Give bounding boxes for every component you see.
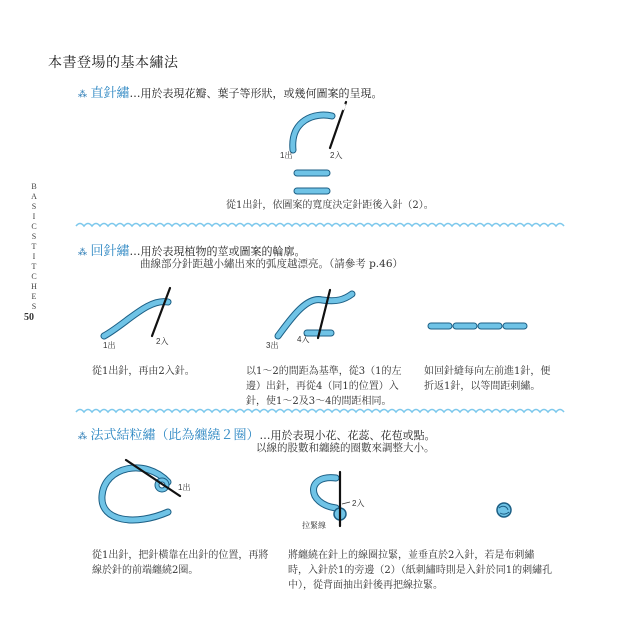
- label-out-3: 3出: [266, 341, 279, 350]
- side-letter: I: [32, 252, 36, 261]
- label-in-2: 2入: [330, 151, 343, 160]
- french-knot-result: [494, 500, 514, 520]
- french-knot-diagram-1: [96, 452, 226, 542]
- stitch-bar: [294, 170, 330, 176]
- back-stitch-caption-3: 如回針縫每向左前進1針，便折返1針，以等間距刺繡。: [424, 366, 551, 392]
- side-letter: A: [31, 192, 37, 201]
- label-in-2: 2入: [352, 499, 365, 508]
- label-out-1: 1出: [103, 341, 116, 350]
- section-name: 直針繡: [90, 86, 130, 101]
- side-letter: E: [31, 292, 37, 301]
- french-knot-caption-1: 從1出針，把針橫靠在出針的位置，再將線於針的前端纏繞2圈。: [92, 550, 269, 576]
- page-title: 本書登場的基本繡法: [48, 55, 179, 71]
- thread-outline: [293, 115, 332, 150]
- section-desc-2: 曲線部分針距越小繡出來的弧度越漂亮。（請參考 p.46）: [140, 258, 404, 270]
- back-stitch-result: [428, 322, 548, 332]
- section-name: 回針繡: [90, 244, 130, 259]
- label-pull: 拉緊線: [302, 521, 326, 530]
- pointer-line: [342, 502, 350, 504]
- label-in-4: 4入: [297, 335, 310, 344]
- section-desc: …用於表現小花、花蕊、花苞或點。: [259, 429, 436, 442]
- side-letter: C: [31, 272, 37, 281]
- side-letter: C: [31, 222, 37, 231]
- side-letter: I: [32, 212, 36, 221]
- stitch-bullet-icon: ⁂: [78, 90, 87, 100]
- label-out-1: 1出: [178, 483, 191, 492]
- side-letter: B: [31, 182, 37, 191]
- knot: [497, 503, 511, 517]
- side-letter: S: [31, 232, 37, 241]
- side-letter: S: [31, 202, 37, 211]
- side-letter: T: [31, 262, 37, 271]
- section-desc-2: 以線的股數和纏繞的圈數來調整大小。: [256, 442, 435, 454]
- back-stitch-caption-2: 以1～2的間距為基準，從3（1的左邊）出針，再從4（同1的位置）入針，使1～2及3～4的間距相同。: [246, 366, 402, 407]
- wave-line: [76, 224, 564, 227]
- page-number: 50: [24, 312, 34, 323]
- back-stitch-caption-1: 從1出針，再由2入針。: [92, 366, 195, 377]
- section-name: 法式結粒繡（此為纏繞２圈）: [90, 428, 260, 443]
- needle-icon: [126, 460, 180, 496]
- stitch-bar: [503, 323, 527, 329]
- section-desc: …用於表現花瓣、葉子等形狀，或幾何圖案的呈現。: [129, 87, 383, 100]
- section-straight-stitch-heading: [78, 82, 383, 101]
- needle-icon: [152, 288, 170, 336]
- section-desc: …用於表現植物的莖或圖案的輪廓。: [129, 245, 306, 258]
- stitch-bar: [294, 188, 330, 194]
- side-letter: S: [31, 302, 37, 311]
- side-letter: H: [31, 282, 37, 291]
- label-out-1: 1出: [280, 151, 293, 160]
- wave-line: [76, 410, 564, 413]
- stitch-bar: [428, 323, 452, 329]
- french-knot-caption-2: 將纏繞在針上的線圈拉緊，並垂直於2入針，若是布刺繡時，入針於1的旁邊（2）（紙刺繡時則是入針於同1的刺繡孔中），從背面抽出針後再把線拉緊。: [288, 550, 553, 591]
- stitch-bar: [478, 323, 502, 329]
- side-letter: T: [31, 242, 37, 251]
- stitch-bar: [453, 323, 477, 329]
- label-in-2: 2入: [156, 337, 169, 346]
- stitch-bullet-icon: ⁂: [78, 248, 87, 258]
- wave-divider: [76, 408, 560, 416]
- stitch-bullet-icon: ⁂: [78, 432, 87, 442]
- back-stitch-diagram-2: [266, 280, 376, 350]
- side-label: [28, 182, 40, 312]
- wave-divider: [76, 222, 560, 230]
- straight-stitch-caption: 從1出針，依圖案的寬度決定針距後入針（2）。: [226, 200, 434, 211]
